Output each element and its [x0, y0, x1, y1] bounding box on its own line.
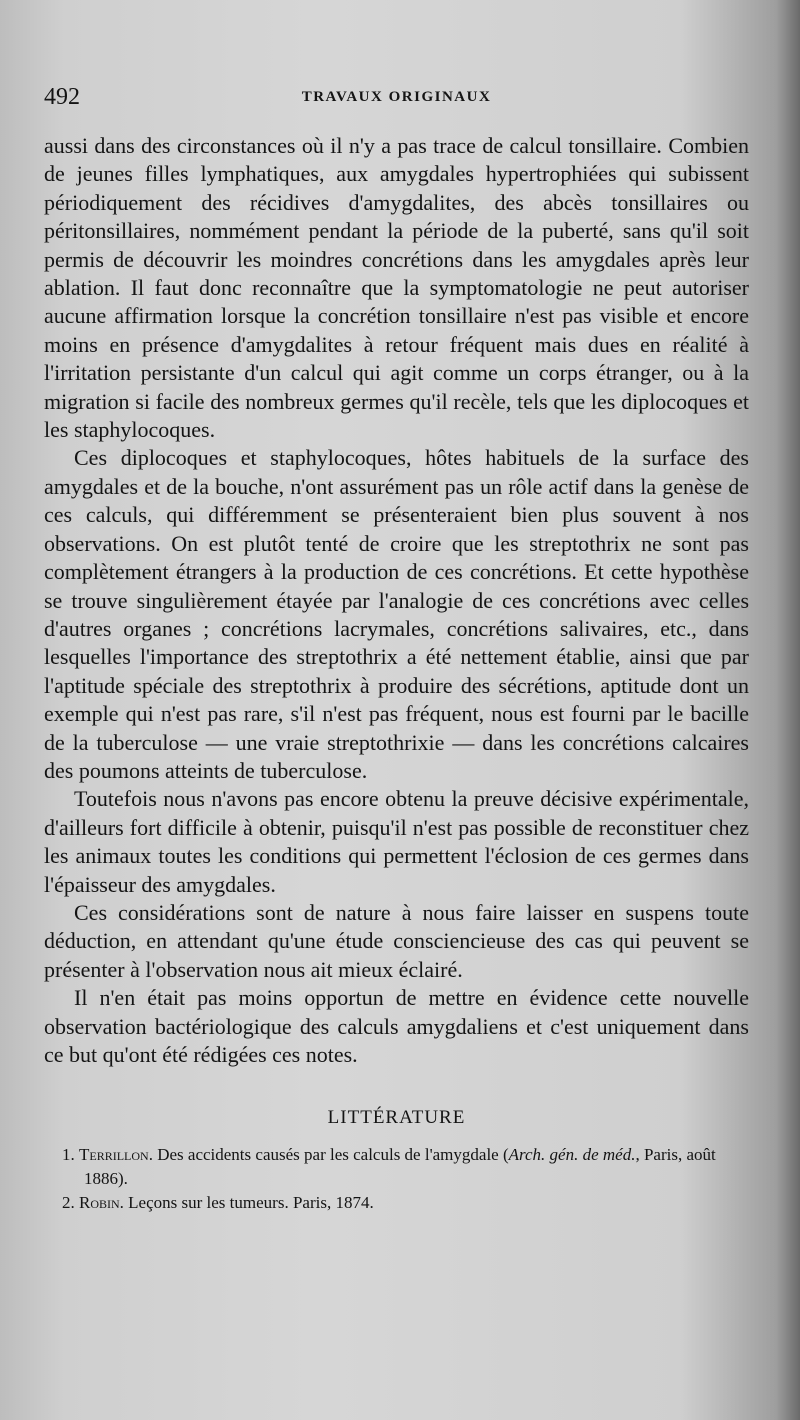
paragraph: aussi dans des circonstances où il n'y a pas trace de calcul tonsillaire. Combien de jeunes filles lymphatiques, aux amygdales hypertrophiées qui subissent périodiquement des récidives d'amygdalites, des abcès tonsillaires ou péritonsillaires, nommément pendant la période de la puberté, sans qu'il soit permis de découvrir les moindres concrétions dans les amygdales après leur ablation. Il faut donc reconnaître que la symptomatologie ne peut autoriser aucune affirmation lorsque la concrétion tonsillaire n'est pas visible et encore moins en présence d'amygdalites à retour fréquent mais dues en réalité à l'irritation persistante d'un calcul qui agit comme un corps étranger, ou à la migration si facile des nombreux germes qu'il recèle, tels que les diplocoques et les staphylocoques. [44, 133, 749, 443]
paragraph: Ces diplocoques et staphylocoques, hôtes habituels de la surface des amygdales et de la bouche, n'ont assurément pas un rôle actif dans la genèse de ces calculs, qui différemment se présenteraient bien plus souvent à nos observations. On est plutôt tenté de croire que les streptothrix ne sont pas complètement étrangers à la production de ces concrétions. Et cette hypothèse se trouve singulièrement étayée par l'analogie de ces concrétions avec celles d'autres organes ; concrétions lacrymales, concrétions salivaires, etc., dans lesquelles l'importance des streptothrix a été nettement établie, ainsi que par l'aptitude spéciale des streptothrix à produire des sécrétions, aptitude dont un exemple qui n'est pas rare, s'il n'est pas fréquent, nous est fourni par le bacille de la tuberculose — une vraie streptothrixie — dans les concrétions calcaires des poumons atteints de tuberculose. [44, 445, 749, 783]
reference-tail: , Paris, août 1886). [84, 1145, 716, 1189]
reference-item [44, 1143, 749, 1191]
running-title: TRAVAUX ORIGINAUX [301, 89, 492, 105]
reference-author: Robin. [79, 1193, 124, 1213]
body-text [44, 132, 749, 1069]
reference-number: 2. [62, 1193, 75, 1213]
reference-text: Des accidents causés par les calculs de l'amygdale ( [152, 1145, 509, 1165]
reference-item [44, 1191, 749, 1215]
reference-text: Leçons sur les tumeurs. Paris, 1874. [123, 1193, 374, 1213]
page-number: 492 [44, 84, 80, 110]
reference-number: 1. [62, 1145, 75, 1165]
paragraph: Ces considérations sont de nature à nous faire laisser en suspens toute déduction, en attendant qu'une étude consciencieuse des cas qui peuvent se présenter à l'observation nous ait mieux éclairé. [44, 899, 749, 982]
reference-author: Terrillon. [79, 1145, 153, 1165]
page-header [44, 84, 749, 114]
paragraph: Toutefois nous n'avons pas encore obtenu la preuve décisive expérimentale, d'ailleurs fort difficile à obtenir, puisqu'il n'est pas possible de reconstituer chez les animaux toutes les conditions qui permettent l'éclosion de ces germes dans l'épaisseur des amygdales. [44, 786, 749, 897]
reference-journal: Arch. gén. de méd. [508, 1145, 636, 1165]
paragraph: Il n'en était pas moins opportun de mettre en évidence cette nouvelle observation bactériologique des calculs amygdaliens et c'est uniquement dans ce but qu'ont été rédigées ces notes. [44, 985, 749, 1067]
page [44, 84, 749, 1215]
literature-heading: LITTÉRATURE [327, 1107, 466, 1129]
reference-list [44, 1143, 749, 1215]
